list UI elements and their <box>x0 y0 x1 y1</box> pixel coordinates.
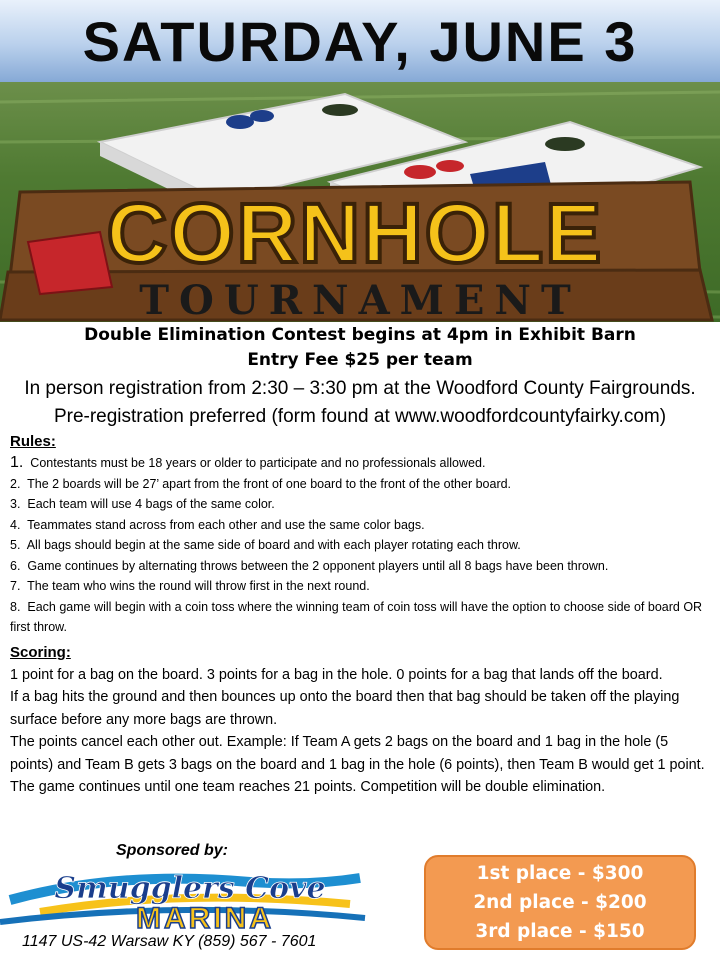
first-place-prize: 1st place - $300 <box>476 863 644 884</box>
scoring-paragraph: The game continues until one team reaches 21 points. Competition will be double elimination. <box>10 779 606 796</box>
bean-bag-red <box>28 232 112 294</box>
rule-item: 1. Contestants must be 18 years or older to participate and no professionals allowed. <box>10 454 486 471</box>
event-date-title: SATURDAY, JUNE 3 <box>82 9 638 73</box>
sponsored-by-label: Sponsored by: <box>116 842 229 859</box>
cornhole-hero-image <box>0 82 720 322</box>
hero-illustration <box>0 82 720 322</box>
rule-item: 3. Each team will use 4 bags of the same color. <box>10 497 275 511</box>
rules-list <box>10 453 710 638</box>
rules-heading: Rules: <box>10 433 56 450</box>
second-place-prize: 2nd place - $200 <box>473 892 647 913</box>
date-banner <box>0 0 720 82</box>
rule-item: 5. All bags should begin at the same side of board and with each player rotating each throw. <box>10 538 521 552</box>
entry-fee: Entry Fee $25 per team <box>247 350 473 370</box>
scoring-paragraph: 1 point for a bag on the board. 3 points for a bag in the hole. 0 points for a bag that lands off the board. <box>10 667 663 683</box>
scoring-paragraph: The points cancel each other out. Example: If Team A gets 2 bags on the board and 1 bag in the hole (5 points) and Team B gets 3 bags on the board and 1 bag in the hole (6 points), then Team B would get 1 point. <box>10 734 705 773</box>
sponsor-script-name: Smugglers Cove <box>54 871 326 906</box>
scoring-heading: Scoring: <box>10 644 71 661</box>
prize-box <box>424 855 696 950</box>
registration-info: In person registration from 2:30 – 3:30 pm at the Woodford County Fairgrounds. <box>24 378 696 399</box>
preregistration-info: Pre-registration preferred (form found at www.woodfordcountyfairky.com) <box>53 406 667 427</box>
scoring-text <box>10 664 710 798</box>
rule-item: 6. Game continues by alternating throws between the 2 opponent players until all 8 bags have been thrown. <box>10 558 609 573</box>
tournament-logo-word: TOURNAMENT <box>139 277 581 322</box>
contest-headline: Double Elimination Contest begins at 4pm in Exhibit Barn <box>84 325 636 345</box>
cornhole-logo-word: CORNHOLE <box>106 186 604 280</box>
sponsor-address: 1147 US-42 Warsaw KY (859) 567 - 7601 <box>22 933 317 950</box>
rule-item: 2. The 2 boards will be 27’ apart from the front of one board to the front of the other board. <box>10 476 512 491</box>
scoring-paragraph: If a bag hits the ground and then bounces up onto the board then that bag should be taken off the playing surface before any more bags are thrown. <box>10 689 680 728</box>
smugglers-cove-marina-logo <box>0 860 370 935</box>
rule-item: 7. The team who wins the round will throw first in the next round. <box>10 579 370 593</box>
third-place-prize: 3rd place - $150 <box>475 921 645 942</box>
rule-item: 8. Each game will begin with a coin toss where the winning team of coin toss will have the option to choose side of board OR first throw. <box>10 599 703 634</box>
rule-item: 4. Teammates stand across from each other and use the same color bags. <box>10 517 425 532</box>
sponsor-block-name: MARINA <box>136 902 274 935</box>
